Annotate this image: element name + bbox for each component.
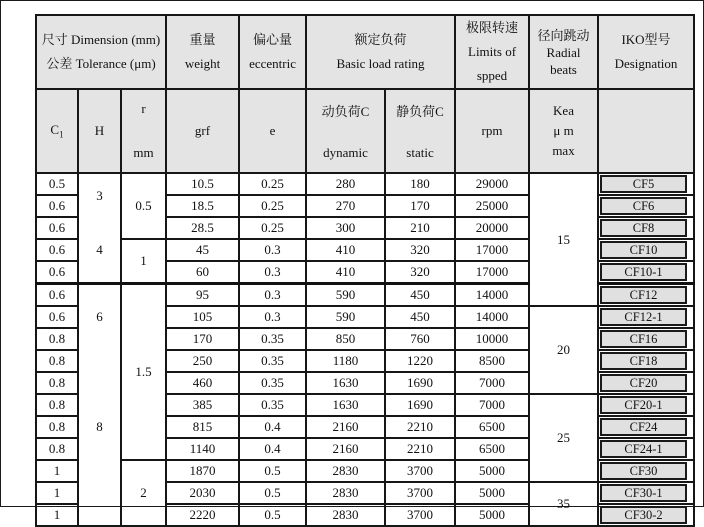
cell-designation	[598, 460, 694, 482]
cell-e: 0.35	[239, 328, 306, 350]
cell-e: 0.5	[239, 504, 306, 526]
designation-badge: CF12-1	[600, 308, 687, 326]
cell-designation	[598, 372, 694, 394]
header-weight	[166, 15, 239, 89]
header-radial-en1: Radial	[546, 44, 581, 60]
header-limits-of-speed	[455, 15, 529, 89]
subheader-dynamic-en: dynamic	[323, 145, 368, 160]
cell-designation	[598, 195, 694, 217]
cell-designation	[598, 394, 694, 416]
subheader-r-unit: mm	[133, 145, 154, 160]
subheader-dynamic-cn: 动负荷C	[321, 104, 370, 119]
cell-radial-group-2: 20	[529, 306, 598, 394]
cell-e: 0.25	[239, 217, 306, 239]
header-basic-load-rating	[306, 15, 455, 89]
cell-dynamic: 850	[306, 328, 385, 350]
cell-c1: 0.6	[36, 217, 78, 239]
cell-dynamic: 590	[306, 284, 385, 307]
cell-c1: 1	[36, 482, 78, 504]
header-speed-en: Limits of spped	[468, 44, 517, 83]
cell-dynamic: 2830	[306, 504, 385, 526]
header-row-1	[36, 15, 694, 89]
header-dimension-tolerance	[36, 15, 166, 89]
cell-weight: 45	[166, 239, 239, 261]
cell-dynamic: 1630	[306, 394, 385, 416]
cell-weight: 250	[166, 350, 239, 372]
cell-designation	[598, 416, 694, 438]
cell-dynamic: 410	[306, 261, 385, 284]
cell-rpm: 14000	[455, 306, 529, 328]
cell-weight: 2030	[166, 482, 239, 504]
cell-c1: 0.6	[36, 306, 78, 328]
header-radial-cn: 径向跳动	[537, 27, 590, 43]
cell-e: 0.35	[239, 394, 306, 416]
cell-dynamic: 270	[306, 195, 385, 217]
cell-dynamic: 280	[306, 173, 385, 195]
subheader-r-symbol: r	[141, 101, 146, 116]
cell-c1: 0.5	[36, 173, 78, 195]
cell-c1: 0.8	[36, 328, 78, 350]
cell-rpm: 8500	[455, 350, 529, 372]
subheader-rpm: rpm	[455, 89, 529, 173]
cell-dynamic: 2160	[306, 416, 385, 438]
subheader-static	[385, 89, 455, 173]
cell-c1: 0.6	[36, 195, 78, 217]
header-iko-cn: IKO型号	[621, 32, 671, 47]
cell-designation	[598, 284, 694, 307]
cell-e: 0.3	[239, 284, 306, 307]
cell-e: 0.3	[239, 306, 306, 328]
designation-badge: CF16	[600, 330, 687, 348]
table-row	[36, 173, 694, 195]
cell-weight: 385	[166, 394, 239, 416]
header-radial-beats	[529, 15, 598, 89]
header-eccentric-en: eccentric	[249, 56, 296, 71]
cell-rpm: 7000	[455, 394, 529, 416]
header-iko-en: Designation	[614, 56, 678, 71]
cell-static: 3700	[385, 482, 455, 504]
header-load-cn: 额定负荷	[354, 32, 407, 47]
subheader-e: e	[239, 89, 306, 173]
designation-badge: CF30-1	[600, 484, 687, 502]
cell-c1: 0.8	[36, 350, 78, 372]
cell-dynamic: 410	[306, 239, 385, 261]
designation-badge: CF8	[600, 219, 687, 237]
cell-r-group-4: 2	[121, 460, 166, 526]
header-iko-designation	[598, 15, 694, 89]
cell-dynamic: 1630	[306, 372, 385, 394]
cell-static: 450	[385, 306, 455, 328]
designation-badge: CF10-1	[600, 263, 687, 281]
cell-radial-group-3: 25	[529, 394, 598, 482]
cell-e: 0.5	[239, 460, 306, 482]
subheader-radial-kea	[529, 89, 598, 173]
cell-static: 2210	[385, 438, 455, 460]
header-speed-cn: 极限转速	[466, 20, 519, 35]
cell-c1: 1	[36, 460, 78, 482]
cell-r-group-3: 1.5	[121, 284, 166, 461]
designation-badge: CF24	[600, 418, 687, 436]
cell-static: 180	[385, 173, 455, 195]
cell-rpm: 25000	[455, 195, 529, 217]
designation-badge: CF10	[600, 241, 687, 259]
designation-badge: CF20	[600, 374, 687, 392]
header-eccentric	[239, 15, 306, 89]
cell-weight: 1870	[166, 460, 239, 482]
cell-weight: 1140	[166, 438, 239, 460]
cell-static: 1690	[385, 372, 455, 394]
cell-static: 2210	[385, 416, 455, 438]
cell-c1: 0.8	[36, 416, 78, 438]
designation-badge: CF6	[600, 197, 687, 215]
cell-h-group-2	[78, 284, 121, 527]
subheader-radial-unit: μ m	[553, 123, 574, 138]
subheader-r	[121, 89, 166, 173]
bearing-spec-table	[35, 14, 695, 527]
designation-badge: CF5	[600, 175, 687, 193]
subheader-c1	[36, 89, 78, 173]
cell-rpm: 17000	[455, 261, 529, 284]
cell-rpm: 6500	[455, 438, 529, 460]
cell-c1: 0.8	[36, 438, 78, 460]
cell-weight: 105	[166, 306, 239, 328]
cell-e: 0.25	[239, 195, 306, 217]
header-weight-cn: 重量	[189, 32, 216, 47]
cell-rpm: 5000	[455, 482, 529, 504]
subheader-h: H	[78, 89, 121, 173]
cell-e: 0.25	[239, 173, 306, 195]
cell-dynamic: 2160	[306, 438, 385, 460]
subheader-iko-empty	[598, 89, 694, 173]
cell-static: 3700	[385, 504, 455, 526]
designation-badge: CF30	[600, 462, 687, 480]
cell-e: 0.4	[239, 416, 306, 438]
cell-rpm: 29000	[455, 173, 529, 195]
cell-rpm: 6500	[455, 416, 529, 438]
cell-weight: 18.5	[166, 195, 239, 217]
cell-dynamic: 2830	[306, 482, 385, 504]
cell-dynamic: 1180	[306, 350, 385, 372]
cell-c1: 0.6	[36, 261, 78, 284]
cell-designation	[598, 504, 694, 526]
cell-c1: 1	[36, 504, 78, 526]
cell-static: 210	[385, 217, 455, 239]
cell-radial-group-4: 35	[529, 482, 598, 526]
cell-c1: 0.6	[36, 239, 78, 261]
cell-designation	[598, 482, 694, 504]
cell-e: 0.3	[239, 261, 306, 284]
header-weight-en: weight	[184, 56, 221, 71]
subheader-static-en: static	[406, 145, 434, 160]
header-dimension-line1: 尺寸 Dimension (mm)	[41, 32, 161, 47]
cell-designation	[598, 306, 694, 328]
cell-c1: 0.8	[36, 372, 78, 394]
cell-static: 760	[385, 328, 455, 350]
cell-rpm: 10000	[455, 328, 529, 350]
subheader-static-cn: 静负荷C	[396, 104, 444, 119]
header-radial-en2: beats	[550, 61, 577, 77]
cell-rpm: 14000	[455, 284, 529, 307]
subheader-radial-symbol: Kea	[553, 103, 574, 118]
cell-designation	[598, 173, 694, 195]
cell-rpm: 5000	[455, 460, 529, 482]
h-value: 8	[96, 418, 103, 434]
cell-rpm: 7000	[455, 372, 529, 394]
cell-dynamic: 300	[306, 217, 385, 239]
cell-rpm: 5000	[455, 504, 529, 526]
designation-badge: CF20-1	[600, 396, 687, 414]
cell-rpm: 20000	[455, 217, 529, 239]
subheader-dynamic	[306, 89, 385, 173]
designation-badge: CF18	[600, 352, 687, 370]
h-value: 4	[96, 241, 103, 257]
designation-badge: CF24-1	[600, 440, 687, 458]
cell-e: 0.5	[239, 482, 306, 504]
cell-r-group-2: 1	[121, 239, 166, 284]
subheader-grf: grf	[166, 89, 239, 173]
header-dimension-line2: 公差 Tolerance (μm)	[46, 56, 156, 71]
header-load-en: Basic load rating	[336, 56, 425, 71]
cell-weight: 460	[166, 372, 239, 394]
designation-badge: CF30-2	[600, 506, 687, 524]
header-eccentric-cn: 偏心量	[253, 32, 293, 47]
cell-e: 0.35	[239, 372, 306, 394]
cell-dynamic: 590	[306, 306, 385, 328]
cell-static: 1690	[385, 394, 455, 416]
cell-weight: 170	[166, 328, 239, 350]
cell-weight: 60	[166, 261, 239, 284]
h-value: 6	[96, 309, 103, 325]
cell-radial-group-1: 15	[529, 173, 598, 306]
cell-rpm: 17000	[455, 239, 529, 261]
cell-static: 1220	[385, 350, 455, 372]
cell-designation	[598, 217, 694, 239]
cell-r-group-1: 0.5	[121, 173, 166, 239]
cell-weight: 28.5	[166, 217, 239, 239]
cell-h-group-1	[78, 173, 121, 284]
header-row-2	[36, 89, 694, 173]
cell-weight: 815	[166, 416, 239, 438]
subheader-radial-max: max	[552, 143, 575, 158]
cell-weight: 2220	[166, 504, 239, 526]
designation-badge: CF12	[600, 286, 687, 304]
cell-dynamic: 2830	[306, 460, 385, 482]
cell-static: 3700	[385, 460, 455, 482]
cell-designation	[598, 261, 694, 284]
cell-e: 0.4	[239, 438, 306, 460]
cell-designation	[598, 239, 694, 261]
cell-c1: 0.6	[36, 284, 78, 307]
cell-designation	[598, 350, 694, 372]
cell-e: 0.35	[239, 350, 306, 372]
h-value: 3	[96, 187, 103, 203]
cell-e: 0.3	[239, 239, 306, 261]
cell-static: 170	[385, 195, 455, 217]
cell-static: 450	[385, 284, 455, 307]
cell-designation	[598, 328, 694, 350]
cell-designation	[598, 438, 694, 460]
subheader-c1-sub: 1	[59, 129, 64, 140]
subheader-c1-base: C	[50, 122, 60, 138]
cell-c1: 0.8	[36, 394, 78, 416]
cell-static: 320	[385, 261, 455, 284]
cell-weight: 10.5	[166, 173, 239, 195]
cell-static: 320	[385, 239, 455, 261]
cell-weight: 95	[166, 284, 239, 307]
